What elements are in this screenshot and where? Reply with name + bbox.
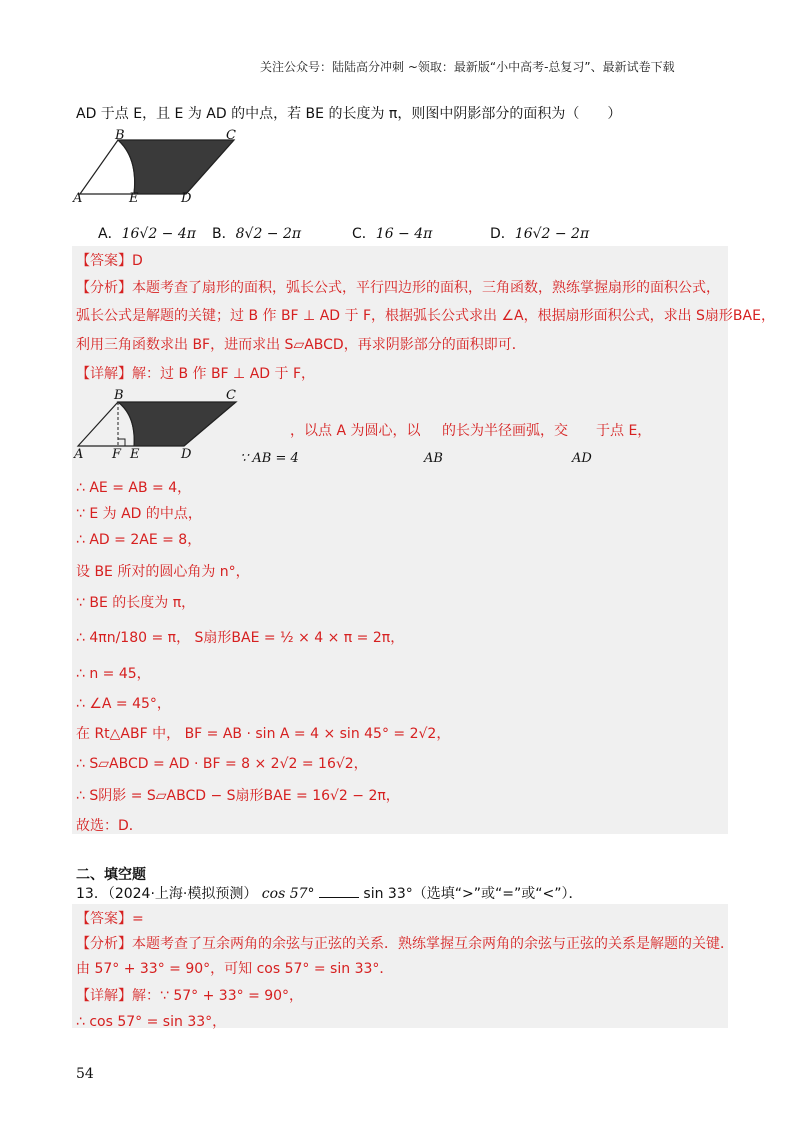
step-9: 在 Rt△ABF 中， BF = AB · sin A = 4 × sin 45° = 2√2， [76,726,451,742]
fig2-under-2: AB [424,451,443,466]
fig2-label-a: A [74,447,84,462]
answer-line [76,250,143,270]
q13-detail-text: 解：∵ 57° + 33° = 90°， [132,988,304,1004]
q13-answer-line [76,908,144,928]
detail-text-1: 解：过 B 作 BF ⊥ AD 于 F， [132,366,316,382]
fig2-side-text-1: ，以点 A 为圆心，以 [290,423,421,439]
shaded-region-2 [118,402,236,446]
label-b: B [115,128,125,143]
fig2-under-3: AD [572,451,592,466]
page-number: 54 [76,1066,94,1082]
step-2: ∵ E 为 AD 的中点， [76,506,202,522]
detail-line-1 [76,363,315,383]
analysis-line-1 [76,277,720,297]
q13-left-expr: cos 57° [261,886,315,902]
q13-detail-line-1 [76,985,303,1005]
section-title: 二、填空题 [76,867,146,883]
fig2-label-b: B [114,388,124,403]
q13-detail-line-2: ∴ cos 57° = sin 33°， [76,1014,227,1030]
q13-analysis-line-2: 由 57° + 33° = 90°，可知 cos 57° = sin 33°． [76,961,394,977]
right-angle-mark [118,439,125,446]
q13-answer-value: = [132,911,144,927]
option-a[interactable] [98,223,196,243]
question-13 [76,883,582,903]
q13-right-expr: sin 33°（选填“>”或“=”或“<”）． [363,886,583,902]
option-d[interactable] [490,223,589,243]
fig2-label-c: C [226,388,236,403]
q13-number: 13．（2024·上海·模拟预测） [76,886,258,902]
q13-answer-blank[interactable] [319,885,359,898]
step-8: ∴ ∠A = 45°， [76,696,171,712]
fig2-label-f: F [112,447,122,462]
parallelogram-figure-2 [72,390,272,460]
analysis-tag: 【分析】 [76,280,132,296]
step-3: ∴ AD = 2AE = 8， [76,532,202,548]
fig2-label-d: D [181,447,192,462]
fig2-label-e: E [130,447,140,462]
q13-detail-tag: 【详解】 [76,988,132,1004]
label-a: A [73,191,83,206]
q13-answer-tag: 【答案】 [76,911,132,927]
step-11: ∴ S阴影 = S▱ABCD − S扇形BAE = 16√2 − 2π， [76,788,400,804]
analysis-text-1: 本题考查了扇形的面积，弧长公式，平行四边形的面积，三角函数，熟练掌握扇形的面积公式， [132,280,720,296]
option-c[interactable] [352,223,432,243]
answer-tag: 【答案】 [76,253,132,269]
step-1: ∴ AE = AB = 4， [76,480,192,496]
option-d-label: D． [490,226,515,242]
analysis-line-3: 利用三角函数求出 BF，进而求出 S▱ABCD，再求阴影部分的面积即可． [76,337,526,353]
option-d-value: 16√2 − 2π [514,226,590,242]
page-header: 关注公众号：陆陆高分冲刺 ~领取：最新版“小中高考-总复习”、最新试卷下载 [260,60,675,74]
label-d: D [181,191,192,206]
step-12: 故选：D． [76,818,143,834]
fig2-side-text-3: 于点 E， [596,423,652,439]
parallelogram-figure-1 [70,128,250,208]
detail-tag: 【详解】 [76,366,132,382]
analysis-line-2: 弧长公式是解题的关键；过 B 作 BF ⊥ AD 于 F，根据弧长公式求出 ∠A，根据扇形面积公式，求出 S扇形BAE， [76,308,775,324]
answer-value: D [132,253,143,269]
option-a-value: 16√2 − 4π [121,226,196,242]
question-stem: AD 于点 E，且 E 为 AD 的中点，若 BE 的长度为 π，则图中阴影部分的面积为（ ） [76,106,622,122]
step-5: ∵ BE 的长度为 π， [76,595,196,611]
option-b-label: B． [212,226,236,242]
step-10: ∴ S▱ABCD = AD · BF = 8 × 2√2 = 16√2， [76,756,368,772]
q13-analysis-tag: 【分析】 [76,936,132,952]
step-7: ∴ n = 45， [76,666,151,682]
label-c: C [226,128,236,143]
option-c-value: 16 − 4π [375,226,433,242]
q13-analysis-text: 本题考查了互余两角的余弦与正弦的关系．熟练掌握互余两角的余弦与正弦的关系是解题的关键． [132,936,734,952]
label-e: E [129,191,139,206]
option-b[interactable] [212,223,301,243]
q13-analysis-line-1 [76,933,734,953]
step-6: ∴ 4πn/180 = π， S扇形BAE = ½ × 4 × π = 2π， [76,630,405,646]
fig2-under-1: ∵ AB = 4 [240,451,299,466]
step-4: 设 BE 所对的圆心角为 n°， [76,564,250,580]
option-a-label: A． [98,226,122,242]
option-c-label: C． [352,226,376,242]
option-b-value: 8√2 − 2π [235,226,302,242]
shaded-region [118,140,234,194]
fig2-side-text-2: 的长为半径画弧，交 [442,423,568,439]
